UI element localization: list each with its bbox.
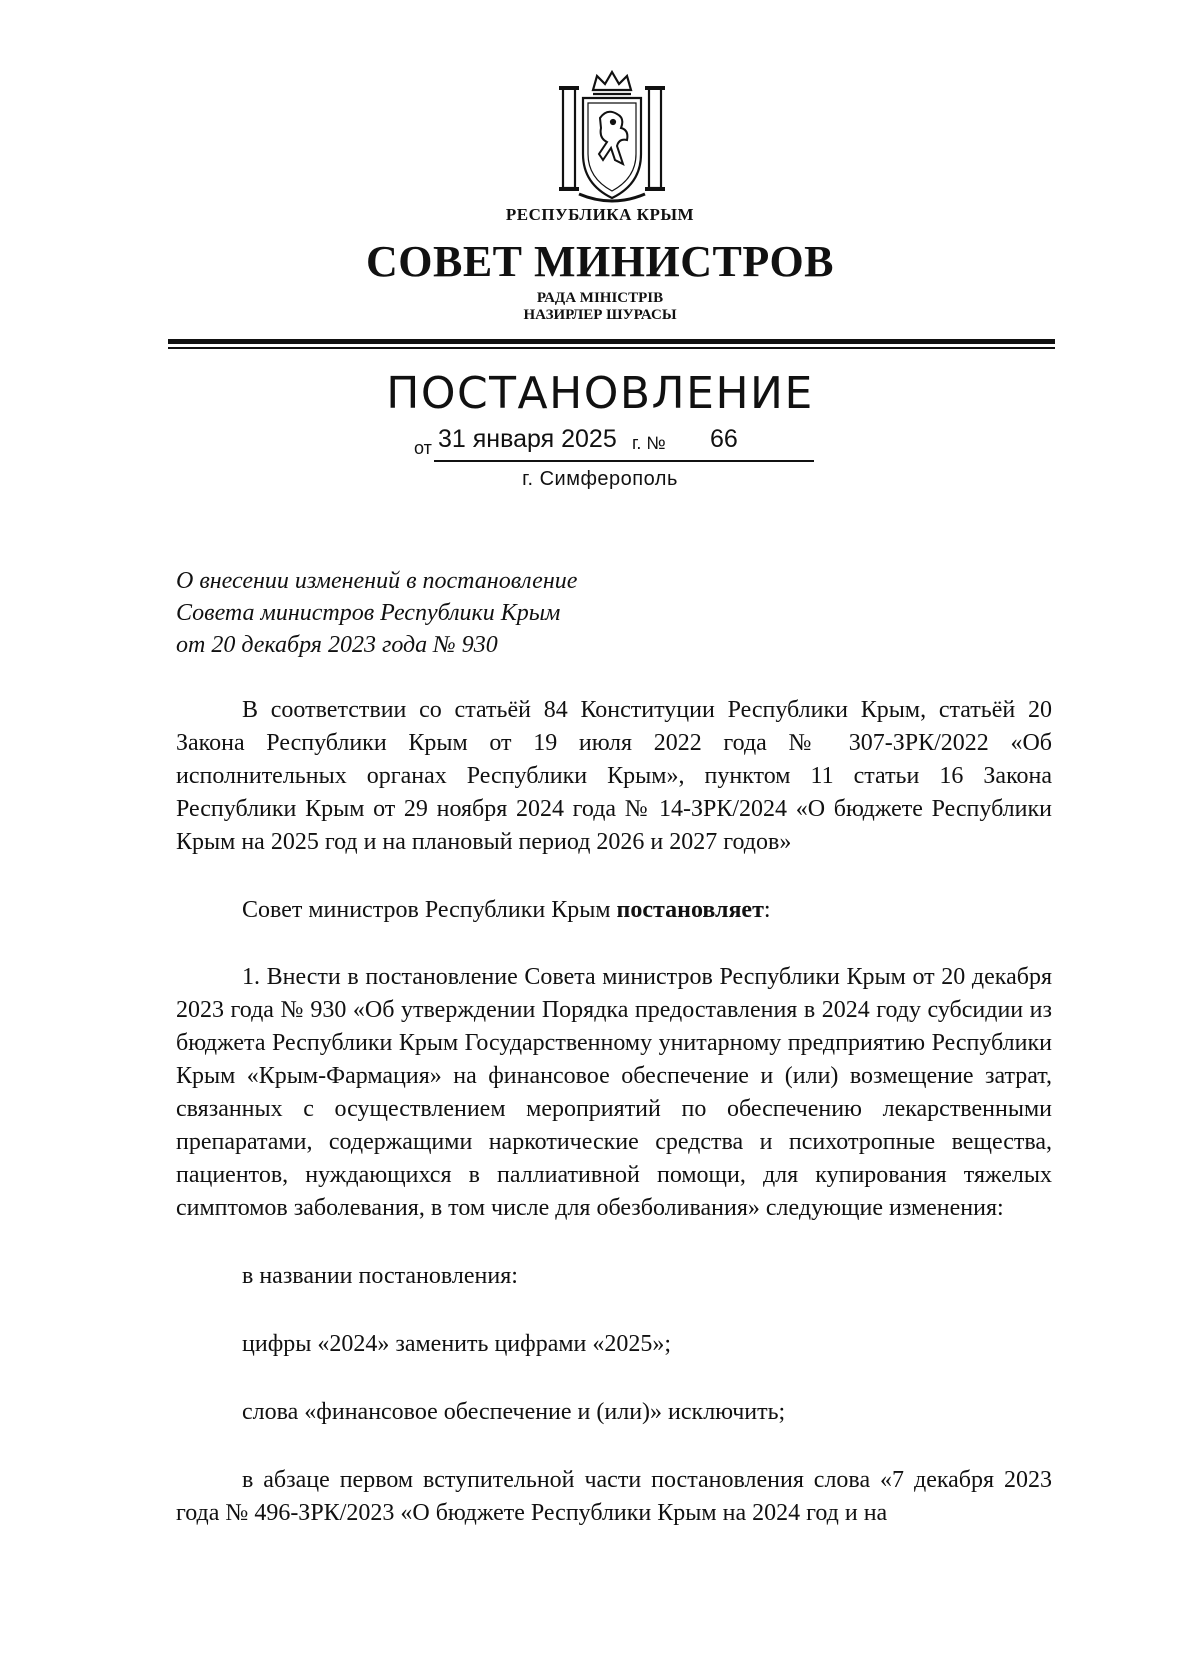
- document-body: [176, 694, 1052, 1530]
- decree-number: 66: [710, 425, 738, 453]
- resolves-paragraph: [176, 894, 1052, 927]
- number-label: г. №: [632, 433, 666, 453]
- crimea-coat-of-arms-icon: [555, 68, 669, 208]
- resolves-keyword: постановляет: [616, 897, 764, 923]
- header-rule-thick: [168, 339, 1055, 344]
- council-title-crh: НАЗИРЛЕР ШУРАСЫ: [523, 307, 677, 323]
- city: г. Симферополь: [522, 468, 678, 490]
- subject-line: от 20 декабря 2023 года № 930: [176, 632, 498, 658]
- date-number-line: [410, 425, 820, 465]
- date-underline: [434, 460, 814, 462]
- change-title-paragraph: в названии постановления:: [242, 1263, 518, 1289]
- resolves-lead: Совет министров Республики Крым: [242, 897, 617, 923]
- council-title: СОВЕТ МИНИСТРОВ: [365, 237, 835, 286]
- decree-date: 31 января 2025: [438, 425, 617, 453]
- subject-block: [176, 565, 577, 661]
- item-1-paragraph: 1. Внести в постановление Совета министров Республики Крым от 20 декабря 2023 года № 930 «Об утверждении Порядка предоставления в 2024 году субсидии из бюджета Республики Крым Государственному унитарному предприятию Республики Крым «Крым-Фармация» на финансовое обеспечение и (или) возмещение затрат, связанных с осуществлением мероприятий по обеспечению лекарственными препаратами, содержащими наркотические средства и психотропные вещества, пациентов, нуждающихся в паллиативной помощи, для купирования тяжелых симптомов заболевания, в том числе для обезболивания» следующие изменения:: [176, 964, 1052, 1221]
- subject-line: Совета министров Республики Крым: [176, 600, 561, 626]
- change-words-paragraph: слова «финансовое обеспечение и (или)» исключить;: [242, 1399, 786, 1425]
- preamble-paragraph: В соответствии со статьёй 84 Конституции Республики Крым, статьёй 20 Закона Республики Крым от 19 июля 2022 года № 307-ЗРК/2022 «Об исполнительных органах Республики Крым», пунктом 11 статьи 16 Закона Республики Крым от 29 ноября 2024 года № 14-ЗРК/2024 «О бюджете Республики Крым на 2025 год и на плановый период 2026 и 2027 годов»: [176, 697, 1052, 855]
- date-prefix: от: [414, 438, 432, 458]
- change-digits-paragraph: цифры «2024» заменить цифрами «2025»;: [242, 1331, 672, 1357]
- document-title: ПОСТАНОВЛЕНИЕ: [386, 368, 814, 419]
- council-title-ua: РАДА МІНІСТРІВ: [536, 290, 664, 306]
- resolves-tail: :: [763, 897, 771, 923]
- header-rule-thin: [168, 347, 1055, 349]
- change-intro-paragraph: в абзаце первом вступительной части постановления слова «7 декабря 2023 года № 496-ЗРК/2023 «О бюджете Республики Крым на 2024 год и на: [176, 1467, 1052, 1526]
- subject-line: О внесении изменений в постановление: [176, 568, 578, 594]
- republic-name: РЕСПУБЛИКА КРЫМ: [505, 205, 695, 224]
